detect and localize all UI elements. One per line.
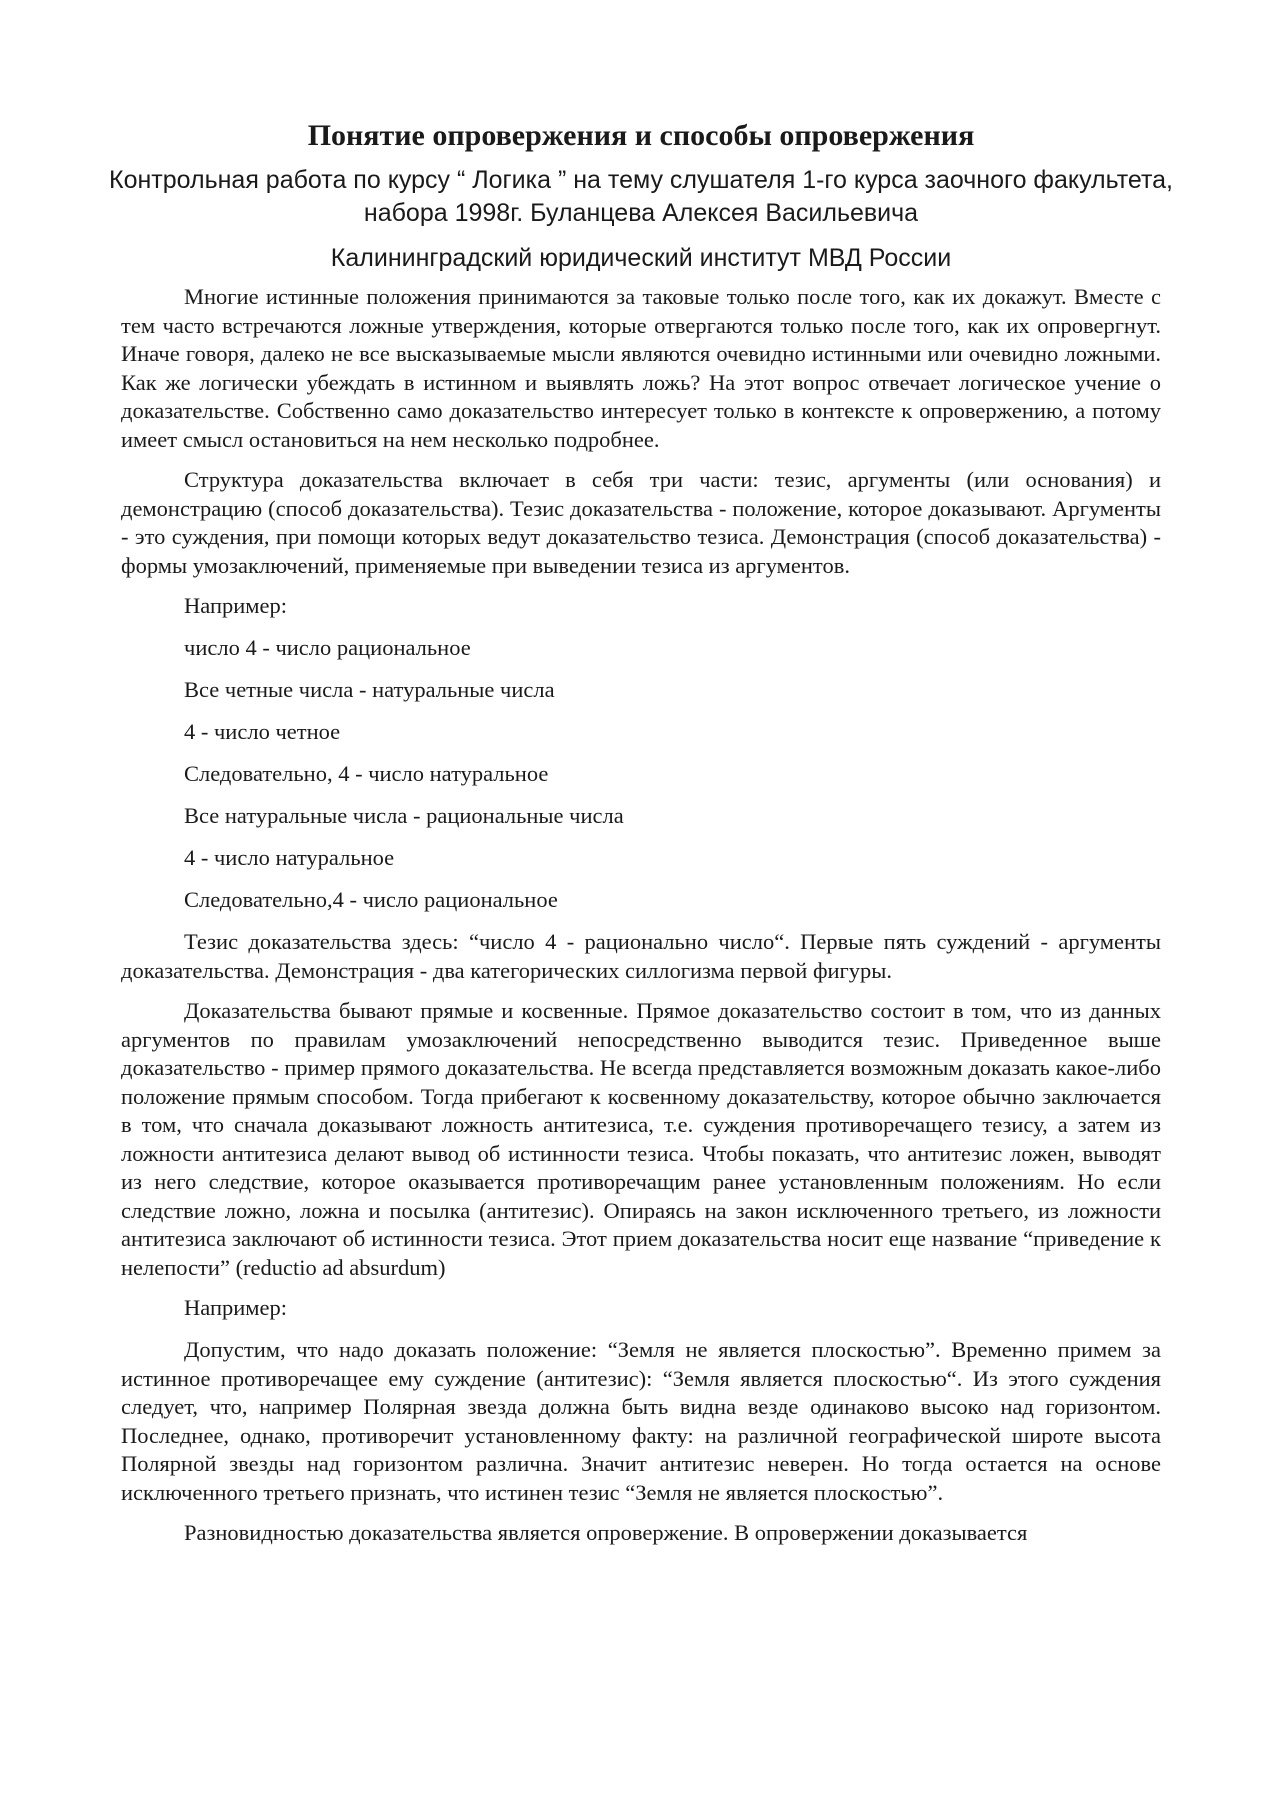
example-label-2: Например:	[184, 1295, 287, 1320]
example-label: Например:	[184, 593, 287, 618]
example-line: 4 - число четное	[184, 719, 341, 744]
institute-name: Калининградский юридический институт МВД России	[330, 244, 952, 272]
paragraph-intro: Многие истинные положения принимаются за таковые только после того, как их докажут. Вместе с тем часто встречаются ложные утверждения, которые отвергаются только после того, как их опровергнут. Иначе говоря, далеко не все высказываемые мысли являются очевидно истинными или очевидно ложными. Как же логически убеждать в истинном и выявлять ложь? На этот вопрос отвечает логическое учение о доказательстве. Собственно само доказательство интересует только в контексте к опровержению, а потому имеет смысл остановиться на нем несколько подробнее.	[121, 284, 1161, 452]
document-title: Понятие опровержения и способы опровержения	[307, 119, 975, 152]
paragraph-proof-types: Доказательства бывают прямые и косвенные. Прямое доказательство состоит в том, что из данных аргументов по правилам умозаключений непосредственно выводится тезис. Приведенное выше доказательство - пример прямого доказательства. Не всегда представляется возможным доказать какое-либо положение прямым способом. Тогда прибегают к косвенному доказательству, которое обычно заключается в том, что сначала доказывают ложность антитезиса, т.е. суждения противоречащего тезису, а затем из ложности антитезиса делают вывод об истинности тезиса. Чтобы показать, что антитезис ложен, выводят из него следствие, которое оказывается противоречащим ранее установленным положениям. Но если следствие ложно, ложна и посылка (антитезис). Опираясь на закон исключенного третьего, из ложности антитезиса заключают об истинности тезиса. Этот прием доказательства носит еще название “приведение к нелепости” (reductio ad absurdum)	[121, 998, 1161, 1280]
example-line: Следовательно,4 - число рациональное	[184, 887, 558, 912]
paragraph-thesis: Тезис доказательства здесь: “число 4 - рационально число“. Первые пять суждений - аргументы доказательства. Демонстрация - два категорических силлогизма первой фигуры.	[121, 929, 1161, 983]
example-line: 4 - число натуральное	[184, 845, 395, 870]
example-line: Все натуральные числа - рациональные числа	[184, 803, 624, 828]
example-line: число 4 - число рациональное	[184, 635, 471, 660]
example-line: Все четные числа - натуральные числа	[184, 677, 555, 702]
paragraph-structure: Структура доказательства включает в себя три части: тезис, аргументы (или основания) и демонстрацию (способ доказательства). Тезис доказательства - положение, которое доказывают. Аргументы - это суждения, при помощи которых ведут доказательство тезиса. Демонстрация (способ доказательства) - формы умозаключений, применяемые при выведении тезиса из аргументов.	[121, 467, 1161, 578]
paragraph-earth-example: Допустим, что надо доказать положение: “Земля не является плоскостью”. Временно примем за истинное противоречащее ему суждение (антитезис): “Земля является плоскостью“. Из этого суждения следует, что, например Полярная звезда должна быть видна везде одинаково высоко над горизонтом. Последнее, однако, противоречит установленному факту: на различной географической широте высота Полярной звезды над горизонтом различна. Значит антитезис неверен. Но тогда остается на основе исключенного третьего признать, что истинен тезис “Земля не является плоскостью”.	[121, 1337, 1161, 1505]
document-subtitle: Контрольная работа по курсу “ Логика ” на тему слушателя 1-го курса заочного факультета, набора 1998г. Буланцева Алексея Васильевича	[109, 166, 1173, 227]
example-line: Следовательно, 4 - число натуральное	[184, 761, 549, 786]
paragraph-refutation: Разновидностью доказательства является опровержение. В опровержении доказывается	[184, 1520, 1028, 1545]
document-page	[109, 118, 1173, 1560]
